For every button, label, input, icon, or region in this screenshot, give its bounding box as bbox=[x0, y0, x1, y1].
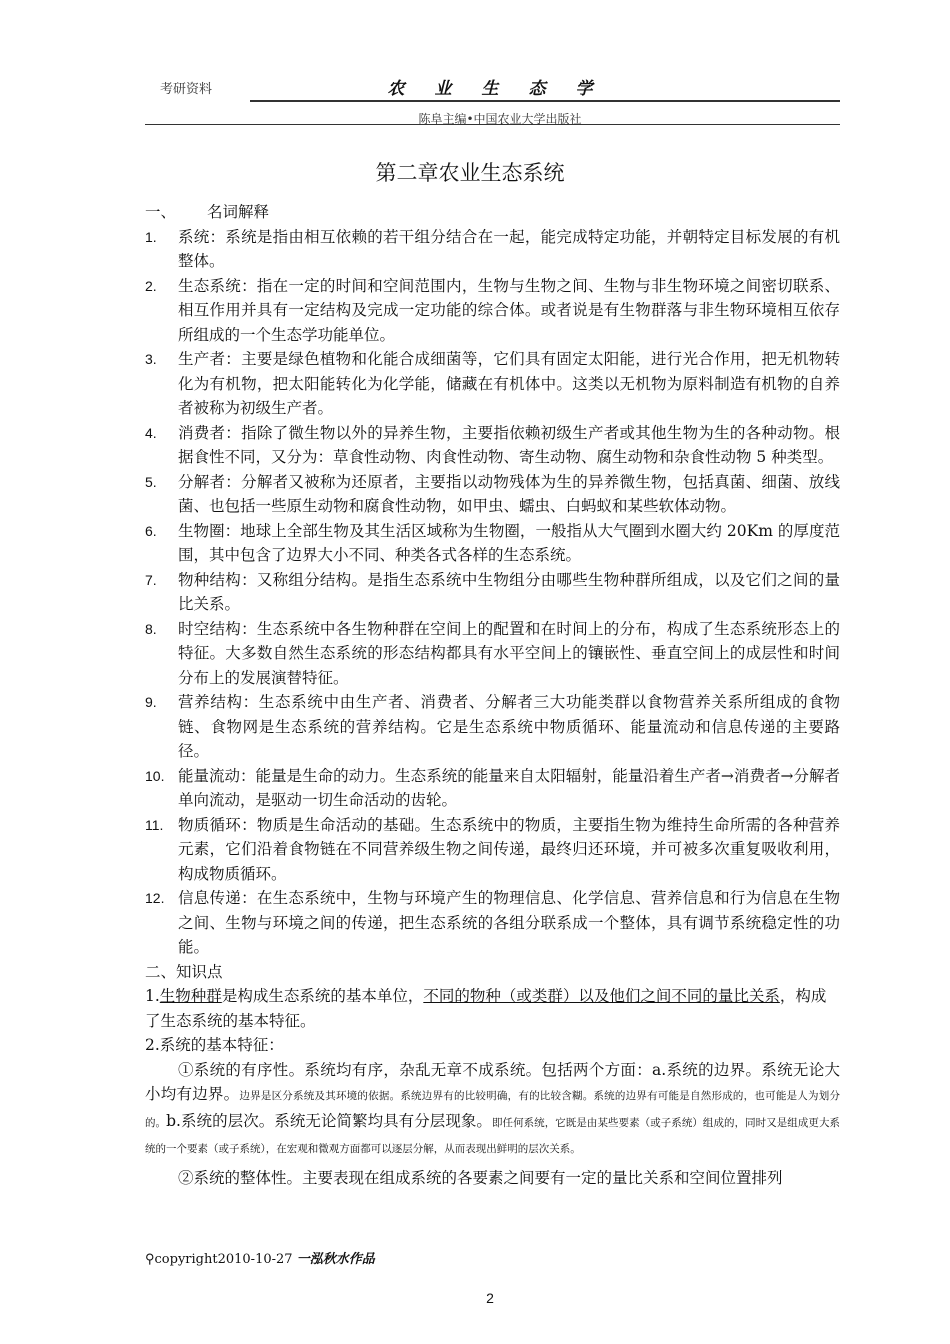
footer-copyright: copyright2010-10-27 bbox=[154, 1252, 293, 1267]
section-number: 一、 bbox=[145, 203, 177, 221]
item-text: 生物圈：地球上全部生物及其生活区域称为生物圈，一般指从大气圈到水圈大约 20Km 的厚度范围，其中包含了边界大小不同、种类各式各样的生态系统。 bbox=[178, 521, 840, 564]
item-text: 生产者：主要是绿色植物和化能合成细菌等，它们具有固定太阳能，进行光合作用，把无机物转化为有机物，把太阳能转化为化学能，储藏在有机体中。这类以无机物为原料制造有机物的自养者被称为初级生产者。 bbox=[178, 350, 840, 417]
section-heading-2: 二、知识点 bbox=[145, 962, 223, 981]
knowledge-point-1 bbox=[145, 984, 840, 1033]
item-text: 信息传递：在生态系统中，生物与环境产生的物理信息、化学信息、营养信息和行为信息在生物之间、生物与环境之间的传递，把生态系统的各组分联系成一个整体，具有调节系统稳定性的功能。 bbox=[178, 889, 840, 956]
list-item bbox=[145, 519, 840, 568]
item-text: 系统：系统是指由相互依赖的若干组分结合在一起，能完成特定功能，并朝特定目标发展的有机整体。 bbox=[178, 227, 840, 270]
kp-underlined-term: 生物种群 bbox=[159, 987, 222, 1005]
item-text: 生态系统：指在一定的时间和空间范围内，生物与生物之间、生物与非生物环境之间密切联系、相互作用并具有一定结构及完成一定功能的综合体。或者说是有生物群落与非生物环境相互依存所组成的一个生态学功能单位。 bbox=[178, 276, 840, 344]
kp2-text-c: b.系统的层次。系统无论简繁均具有分层现象。 bbox=[166, 1111, 492, 1130]
bulb-icon: ⚲ bbox=[145, 1252, 155, 1267]
item-text: 物质循环：物质是生命活动的基础。生态系统中的物质，主要指生物为维持生命所需的各种营养元素，它们沿着食物链在不同营养级生物之间传递，最终归还环境，并可被多次重复吸收利用，构成物质循环。 bbox=[178, 815, 840, 883]
kp-text-end: ，构成了生态系统的基本特征。 bbox=[145, 987, 827, 1030]
kp2-paragraph-1 bbox=[145, 1058, 840, 1162]
item-number: 5. bbox=[145, 473, 157, 490]
item-text: 分解者：分解者又被称为还原者，主要指以动物残体为生的异养微生物，包括真菌、细菌、放线菌、也包括一些原生动物和腐食性动物，如甲虫、蠕虫、白蚂蚁和某些软体动物。 bbox=[178, 472, 840, 515]
header-rule-top bbox=[250, 100, 840, 102]
list-item bbox=[145, 764, 840, 813]
list-item bbox=[145, 347, 840, 421]
item-number: 12. bbox=[145, 890, 165, 906]
section-title: 名词解释 bbox=[207, 203, 270, 221]
document-body bbox=[145, 200, 840, 1190]
item-number: 3. bbox=[145, 351, 157, 367]
list-item bbox=[145, 225, 840, 274]
kp-number: 1. bbox=[145, 987, 160, 1005]
knowledge-point-2-title: 2.系统的基本特征： bbox=[145, 1036, 284, 1054]
item-number: 4. bbox=[145, 424, 157, 441]
list-item bbox=[145, 813, 840, 887]
section-heading-1 bbox=[145, 200, 840, 225]
header-title: 农业生态学 bbox=[387, 79, 623, 99]
term-list bbox=[145, 225, 840, 960]
item-text: 时空结构：生态系统中各生物种群在空间上的配置和在时间上的分布，构成了生态系统形态上的特征。大多数自然生态系统的形态结构都具有水平空间上的镶嵌性、垂直空间上的成层性和时间分布上的发展演替特征。 bbox=[178, 619, 840, 687]
kp2-note-d: 即任何系统，它既是由某些要素（或子系统）组成的，同时又是组成更大系统的一个要素（或子系统），在宏观和微观方面都可以逐层分解，从而表现出鲜明的层次关系。 bbox=[145, 1116, 841, 1155]
kp-underlined-phrase: 不同的物种（或类群）以及他们之间不同的量比关系 bbox=[423, 987, 780, 1005]
list-item bbox=[145, 274, 840, 348]
kp2-note-b: 边界是区分系统及其环境的依据。系统边界有的比较明确，有的比较含糊。系统的边界有可能是自然形成的，也可能是人为划分的。 bbox=[145, 1090, 840, 1129]
item-text: 能量流动：能量是生命的动力。生态系统的能量来自太阳辐射，能量沿着生产者→消费者→分解者单向流动，是驱动一切生命活动的齿轮。 bbox=[178, 766, 840, 809]
chapter-title: 第二章农业生态系统 bbox=[375, 161, 565, 185]
footer bbox=[145, 1248, 375, 1267]
item-number: 6. bbox=[145, 522, 157, 539]
item-text: 营养结构：生态系统中由生产者、消费者、分解者三大功能类群以食物营养关系所组成的食物链、食物网是生态系统的营养结构。它是生态系统中物质循环、能量流动和信息传递的主要路径。 bbox=[178, 693, 840, 760]
item-text: 消费者：指除了微生物以外的异养生物，主要指依赖初级生产者或其他生物为生的各种动物。根据食性不同，又分为：草食性动物、肉食性动物、寄生动物、腐生动物和杂食性动物 5 种类型。 bbox=[178, 423, 840, 466]
item-number: 10. bbox=[145, 767, 165, 784]
header-subtitle: 陈阜主编•中国农业大学出版社 bbox=[418, 112, 582, 126]
item-number: 1. bbox=[145, 228, 157, 245]
item-number: 9. bbox=[145, 694, 157, 710]
list-item bbox=[145, 690, 840, 764]
kp-text: 是构成生态系统的基本单位， bbox=[221, 987, 424, 1005]
list-item bbox=[145, 421, 840, 470]
footer-author: 一泓秋水作品 bbox=[296, 1252, 375, 1267]
header-left-label: 考研资料 bbox=[160, 82, 213, 97]
kp2-paragraph-2: ②系统的整体性。主要表现在组成系统的各要素之间要有一定的量比关系和空间位置排列 bbox=[178, 1168, 783, 1187]
item-number: 8. bbox=[145, 620, 157, 637]
item-number: 11. bbox=[145, 816, 164, 833]
list-item bbox=[145, 617, 840, 691]
header-rule-bottom bbox=[145, 124, 840, 125]
item-number: 2. bbox=[145, 277, 157, 294]
item-number: 7. bbox=[145, 571, 157, 588]
list-item bbox=[145, 886, 840, 960]
kp2-text-a: ①系统的有序性。系统均有序，杂乱无章不成系统。包括两个方面：a.系统的边界。系统无论大小均有边界。 bbox=[145, 1060, 840, 1103]
page-number: 2 bbox=[486, 1290, 494, 1306]
list-item bbox=[145, 470, 840, 519]
item-text: 物种结构：又称组分结构。是指生态系统中生物组分由哪些生物种群所组成，以及它们之间的量比关系。 bbox=[178, 570, 840, 613]
list-item bbox=[145, 568, 840, 617]
